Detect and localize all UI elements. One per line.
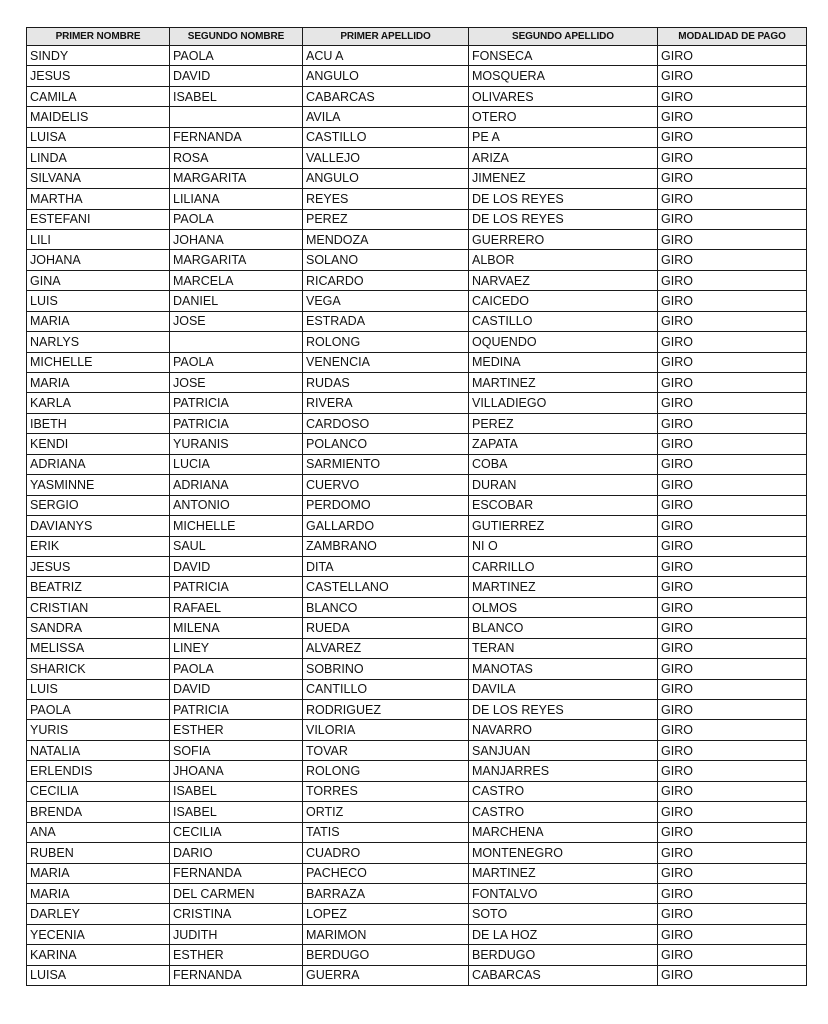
modalidad-de-pago-cell: GIRO [658, 556, 807, 576]
primer-apellido-cell: RODRIGUEZ [303, 700, 469, 720]
modalidad-de-pago-cell: GIRO [658, 311, 807, 331]
primer-apellido-cell: BERDUGO [303, 945, 469, 965]
table-row [27, 516, 807, 536]
header-segundo-nombre: SEGUNDO NOMBRE [170, 28, 303, 46]
modalidad-de-pago-cell: GIRO [658, 802, 807, 822]
primer-apellido-cell: SOLANO [303, 250, 469, 270]
header-primer-apellido: PRIMER APELLIDO [303, 28, 469, 46]
primer-nombre-cell: YASMINNE [27, 475, 170, 495]
modalidad-de-pago-cell: GIRO [658, 516, 807, 536]
segundo-apellido-cell: SOTO [469, 904, 658, 924]
segundo-nombre-cell: SOFIA [170, 740, 303, 760]
table-row [27, 46, 807, 66]
primer-nombre-cell: SINDY [27, 46, 170, 66]
segundo-apellido-cell: CASTILLO [469, 311, 658, 331]
segundo-apellido-cell: PE A [469, 127, 658, 147]
segundo-nombre-cell: FERNANDA [170, 127, 303, 147]
primer-nombre-cell: LUISA [27, 965, 170, 985]
primer-nombre-cell: CRISTIAN [27, 597, 170, 617]
table-row [27, 127, 807, 147]
segundo-nombre-cell: SAUL [170, 536, 303, 556]
primer-nombre-cell: RUBEN [27, 843, 170, 863]
primer-nombre-cell: SERGIO [27, 495, 170, 515]
primer-nombre-cell: DAVIANYS [27, 516, 170, 536]
primer-nombre-cell: NATALIA [27, 740, 170, 760]
segundo-nombre-cell: PAOLA [170, 352, 303, 372]
primer-apellido-cell: ZAMBRANO [303, 536, 469, 556]
primer-apellido-cell: CABARCAS [303, 86, 469, 106]
primer-apellido-cell: AVILA [303, 107, 469, 127]
primer-nombre-cell: BRENDA [27, 802, 170, 822]
segundo-nombre-cell: YURANIS [170, 434, 303, 454]
segundo-apellido-cell: MOSQUERA [469, 66, 658, 86]
segundo-apellido-cell: MANJARRES [469, 761, 658, 781]
segundo-apellido-cell: MARTINEZ [469, 863, 658, 883]
segundo-nombre-cell: PAOLA [170, 209, 303, 229]
segundo-apellido-cell: MARTINEZ [469, 577, 658, 597]
segundo-nombre-cell: CRISTINA [170, 904, 303, 924]
modalidad-de-pago-cell: GIRO [658, 209, 807, 229]
segundo-apellido-cell: DE LOS REYES [469, 209, 658, 229]
segundo-nombre-cell: JOSE [170, 373, 303, 393]
primer-nombre-cell: ANA [27, 822, 170, 842]
modalidad-de-pago-cell: GIRO [658, 761, 807, 781]
table-row [27, 332, 807, 352]
modalidad-de-pago-cell: GIRO [658, 924, 807, 944]
modalidad-de-pago-cell: GIRO [658, 843, 807, 863]
segundo-apellido-cell: MEDINA [469, 352, 658, 372]
segundo-apellido-cell: DE LOS REYES [469, 189, 658, 209]
modalidad-de-pago-cell: GIRO [658, 189, 807, 209]
segundo-apellido-cell: BLANCO [469, 618, 658, 638]
table-row [27, 311, 807, 331]
primer-nombre-cell: MARIA [27, 883, 170, 903]
table-row [27, 270, 807, 290]
table-row [27, 495, 807, 515]
primer-apellido-cell: TOVAR [303, 740, 469, 760]
modalidad-de-pago-cell: GIRO [658, 291, 807, 311]
segundo-nombre-cell: DARIO [170, 843, 303, 863]
table-row [27, 413, 807, 433]
segundo-apellido-cell: FONSECA [469, 46, 658, 66]
segundo-nombre-cell [170, 332, 303, 352]
primer-nombre-cell: NARLYS [27, 332, 170, 352]
segundo-nombre-cell: DAVID [170, 556, 303, 576]
modalidad-de-pago-cell: GIRO [658, 945, 807, 965]
table-header [27, 28, 807, 46]
table-row [27, 291, 807, 311]
primer-nombre-cell: LUIS [27, 679, 170, 699]
primer-apellido-cell: SARMIENTO [303, 454, 469, 474]
segundo-nombre-cell: PATRICIA [170, 577, 303, 597]
header-segundo-apellido: SEGUNDO APELLIDO [469, 28, 658, 46]
segundo-apellido-cell: CASTRO [469, 802, 658, 822]
segundo-nombre-cell: ESTHER [170, 720, 303, 740]
table-row [27, 863, 807, 883]
segundo-nombre-cell: PAOLA [170, 659, 303, 679]
segundo-nombre-cell: MILENA [170, 618, 303, 638]
primer-nombre-cell: CECILIA [27, 781, 170, 801]
table-row [27, 189, 807, 209]
primer-nombre-cell: CAMILA [27, 86, 170, 106]
primer-apellido-cell: BARRAZA [303, 883, 469, 903]
primer-nombre-cell: MICHELLE [27, 352, 170, 372]
modalidad-de-pago-cell: GIRO [658, 250, 807, 270]
modalidad-de-pago-cell: GIRO [658, 638, 807, 658]
primer-apellido-cell: BLANCO [303, 597, 469, 617]
primer-apellido-cell: CANTILLO [303, 679, 469, 699]
primer-nombre-cell: KARINA [27, 945, 170, 965]
table-row [27, 700, 807, 720]
segundo-nombre-cell: CECILIA [170, 822, 303, 842]
primer-apellido-cell: MENDOZA [303, 229, 469, 249]
modalidad-de-pago-cell: GIRO [658, 720, 807, 740]
modalidad-de-pago-cell: GIRO [658, 883, 807, 903]
segundo-nombre-cell [170, 107, 303, 127]
modalidad-de-pago-cell: GIRO [658, 107, 807, 127]
table-row [27, 373, 807, 393]
segundo-apellido-cell: CARRILLO [469, 556, 658, 576]
segundo-nombre-cell: DAVID [170, 679, 303, 699]
segundo-apellido-cell: ARIZA [469, 148, 658, 168]
primer-nombre-cell: JOHANA [27, 250, 170, 270]
primer-nombre-cell: DARLEY [27, 904, 170, 924]
segundo-apellido-cell: TERAN [469, 638, 658, 658]
segundo-nombre-cell: RAFAEL [170, 597, 303, 617]
primer-apellido-cell: VEGA [303, 291, 469, 311]
primer-apellido-cell: VILORIA [303, 720, 469, 740]
primer-apellido-cell: CASTELLANO [303, 577, 469, 597]
primer-nombre-cell: LILI [27, 229, 170, 249]
primer-apellido-cell: GUERRA [303, 965, 469, 985]
table-row [27, 679, 807, 699]
primer-nombre-cell: LUISA [27, 127, 170, 147]
primer-apellido-cell: TORRES [303, 781, 469, 801]
segundo-apellido-cell: DAVILA [469, 679, 658, 699]
segundo-apellido-cell: GUTIERREZ [469, 516, 658, 536]
segundo-apellido-cell: CAICEDO [469, 291, 658, 311]
segundo-apellido-cell: MONTENEGRO [469, 843, 658, 863]
segundo-apellido-cell: GUERRERO [469, 229, 658, 249]
primer-nombre-cell: ERLENDIS [27, 761, 170, 781]
table-row [27, 965, 807, 985]
segundo-nombre-cell: LILIANA [170, 189, 303, 209]
table-row [27, 168, 807, 188]
segundo-apellido-cell: MARTINEZ [469, 373, 658, 393]
modalidad-de-pago-cell: GIRO [658, 495, 807, 515]
primer-apellido-cell: RICARDO [303, 270, 469, 290]
segundo-nombre-cell: DEL CARMEN [170, 883, 303, 903]
primer-apellido-cell: PEREZ [303, 209, 469, 229]
table-row [27, 740, 807, 760]
primer-apellido-cell: POLANCO [303, 434, 469, 454]
modalidad-de-pago-cell: GIRO [658, 679, 807, 699]
modalidad-de-pago-cell: GIRO [658, 904, 807, 924]
primer-nombre-cell: MARIA [27, 373, 170, 393]
primer-apellido-cell: REYES [303, 189, 469, 209]
table-row [27, 250, 807, 270]
segundo-nombre-cell: ADRIANA [170, 475, 303, 495]
table-row [27, 454, 807, 474]
table-row [27, 945, 807, 965]
modalidad-de-pago-cell: GIRO [658, 597, 807, 617]
segundo-apellido-cell: DE LA HOZ [469, 924, 658, 944]
modalidad-de-pago-cell: GIRO [658, 740, 807, 760]
primer-apellido-cell: ROLONG [303, 332, 469, 352]
primer-apellido-cell: ORTIZ [303, 802, 469, 822]
segundo-nombre-cell: PAOLA [170, 46, 303, 66]
segundo-apellido-cell: OLMOS [469, 597, 658, 617]
table-row [27, 659, 807, 679]
segundo-nombre-cell: MARCELA [170, 270, 303, 290]
segundo-nombre-cell: ISABEL [170, 781, 303, 801]
segundo-nombre-cell: MICHELLE [170, 516, 303, 536]
table-row [27, 904, 807, 924]
segundo-apellido-cell: SANJUAN [469, 740, 658, 760]
segundo-apellido-cell: NI O [469, 536, 658, 556]
table-row [27, 843, 807, 863]
primer-nombre-cell: YURIS [27, 720, 170, 740]
header-modalidad-de-pago: MODALIDAD DE PAGO [658, 28, 807, 46]
segundo-apellido-cell: NARVAEZ [469, 270, 658, 290]
segundo-nombre-cell: JUDITH [170, 924, 303, 944]
modalidad-de-pago-cell: GIRO [658, 700, 807, 720]
primer-apellido-cell: ROLONG [303, 761, 469, 781]
primer-apellido-cell: CARDOSO [303, 413, 469, 433]
segundo-apellido-cell: CABARCAS [469, 965, 658, 985]
primer-nombre-cell: PAOLA [27, 700, 170, 720]
modalidad-de-pago-cell: GIRO [658, 46, 807, 66]
primer-nombre-cell: MARTHA [27, 189, 170, 209]
segundo-nombre-cell: FERNANDA [170, 965, 303, 985]
primer-apellido-cell: RUEDA [303, 618, 469, 638]
header-row [27, 28, 807, 46]
primer-apellido-cell: DITA [303, 556, 469, 576]
table-row [27, 618, 807, 638]
primer-nombre-cell: KENDI [27, 434, 170, 454]
table-row [27, 556, 807, 576]
primer-nombre-cell: SANDRA [27, 618, 170, 638]
table-row [27, 86, 807, 106]
primer-apellido-cell: CUADRO [303, 843, 469, 863]
primer-apellido-cell: PACHECO [303, 863, 469, 883]
modalidad-de-pago-cell: GIRO [658, 618, 807, 638]
primer-nombre-cell: MARIA [27, 863, 170, 883]
segundo-apellido-cell: PEREZ [469, 413, 658, 433]
modalidad-de-pago-cell: GIRO [658, 454, 807, 474]
segundo-apellido-cell: MANOTAS [469, 659, 658, 679]
primer-apellido-cell: ACU A [303, 46, 469, 66]
segundo-nombre-cell: PATRICIA [170, 393, 303, 413]
segundo-nombre-cell: ISABEL [170, 802, 303, 822]
segundo-apellido-cell: COBA [469, 454, 658, 474]
segundo-nombre-cell: JHOANA [170, 761, 303, 781]
primer-nombre-cell: MARIA [27, 311, 170, 331]
table-row [27, 597, 807, 617]
header-primer-nombre: PRIMER NOMBRE [27, 28, 170, 46]
primer-nombre-cell: LUIS [27, 291, 170, 311]
table-row [27, 229, 807, 249]
modalidad-de-pago-cell: GIRO [658, 393, 807, 413]
modalidad-de-pago-cell: GIRO [658, 781, 807, 801]
table-row [27, 107, 807, 127]
primer-apellido-cell: TATIS [303, 822, 469, 842]
segundo-nombre-cell: DANIEL [170, 291, 303, 311]
segundo-nombre-cell: LINEY [170, 638, 303, 658]
modalidad-de-pago-cell: GIRO [658, 86, 807, 106]
table-row [27, 352, 807, 372]
segundo-nombre-cell: JOSE [170, 311, 303, 331]
table-row [27, 638, 807, 658]
primer-apellido-cell: CASTILLO [303, 127, 469, 147]
segundo-apellido-cell: ALBOR [469, 250, 658, 270]
primer-apellido-cell: RUDAS [303, 373, 469, 393]
modalidad-de-pago-cell: GIRO [658, 373, 807, 393]
primer-apellido-cell: CUERVO [303, 475, 469, 495]
modalidad-de-pago-cell: GIRO [658, 822, 807, 842]
modalidad-de-pago-cell: GIRO [658, 659, 807, 679]
primer-apellido-cell: RIVERA [303, 393, 469, 413]
modalidad-de-pago-cell: GIRO [658, 229, 807, 249]
modalidad-de-pago-cell: GIRO [658, 536, 807, 556]
primer-apellido-cell: VENENCIA [303, 352, 469, 372]
segundo-nombre-cell: ANTONIO [170, 495, 303, 515]
segundo-nombre-cell: MARGARITA [170, 250, 303, 270]
table-row [27, 577, 807, 597]
modalidad-de-pago-cell: GIRO [658, 332, 807, 352]
modalidad-de-pago-cell: GIRO [658, 127, 807, 147]
table-row [27, 802, 807, 822]
segundo-apellido-cell: JIMENEZ [469, 168, 658, 188]
segundo-nombre-cell: JOHANA [170, 229, 303, 249]
modalidad-de-pago-cell: GIRO [658, 352, 807, 372]
table-row [27, 393, 807, 413]
segundo-apellido-cell: BERDUGO [469, 945, 658, 965]
segundo-nombre-cell: PATRICIA [170, 700, 303, 720]
primer-apellido-cell: ALVAREZ [303, 638, 469, 658]
modalidad-de-pago-cell: GIRO [658, 413, 807, 433]
modalidad-de-pago-cell: GIRO [658, 168, 807, 188]
segundo-nombre-cell: DAVID [170, 66, 303, 86]
table-row [27, 434, 807, 454]
primer-nombre-cell: MELISSA [27, 638, 170, 658]
primer-nombre-cell: LINDA [27, 148, 170, 168]
primer-apellido-cell: MARIMON [303, 924, 469, 944]
modalidad-de-pago-cell: GIRO [658, 863, 807, 883]
segundo-nombre-cell: ISABEL [170, 86, 303, 106]
modalidad-de-pago-cell: GIRO [658, 965, 807, 985]
primer-nombre-cell: BEATRIZ [27, 577, 170, 597]
segundo-apellido-cell: CASTRO [469, 781, 658, 801]
primer-nombre-cell: KARLA [27, 393, 170, 413]
segundo-nombre-cell: PATRICIA [170, 413, 303, 433]
table-row [27, 781, 807, 801]
modalidad-de-pago-cell: GIRO [658, 577, 807, 597]
table-row [27, 475, 807, 495]
table-row [27, 924, 807, 944]
segundo-apellido-cell: DURAN [469, 475, 658, 495]
primer-nombre-cell: ESTEFANI [27, 209, 170, 229]
segundo-apellido-cell: VILLADIEGO [469, 393, 658, 413]
segundo-apellido-cell: FONTALVO [469, 883, 658, 903]
segundo-apellido-cell: MARCHENA [469, 822, 658, 842]
table-row [27, 209, 807, 229]
primer-nombre-cell: IBETH [27, 413, 170, 433]
segundo-apellido-cell: ESCOBAR [469, 495, 658, 515]
primer-apellido-cell: GALLARDO [303, 516, 469, 536]
primer-nombre-cell: SHARICK [27, 659, 170, 679]
segundo-nombre-cell: ESTHER [170, 945, 303, 965]
segundo-apellido-cell: OTERO [469, 107, 658, 127]
modalidad-de-pago-cell: GIRO [658, 475, 807, 495]
table-row [27, 66, 807, 86]
payment-roster-sheet [26, 27, 807, 986]
table-row [27, 761, 807, 781]
table-row [27, 883, 807, 903]
modalidad-de-pago-cell: GIRO [658, 148, 807, 168]
primer-nombre-cell: SILVANA [27, 168, 170, 188]
primer-nombre-cell: ADRIANA [27, 454, 170, 474]
segundo-nombre-cell: ROSA [170, 148, 303, 168]
primer-nombre-cell: MAIDELIS [27, 107, 170, 127]
segundo-apellido-cell: DE LOS REYES [469, 700, 658, 720]
table-row [27, 822, 807, 842]
primer-apellido-cell: ANGULO [303, 168, 469, 188]
segundo-nombre-cell: LUCIA [170, 454, 303, 474]
primer-nombre-cell: JESUS [27, 556, 170, 576]
table-body [27, 46, 807, 986]
primer-nombre-cell: GINA [27, 270, 170, 290]
table-row [27, 148, 807, 168]
primer-nombre-cell: JESUS [27, 66, 170, 86]
primer-apellido-cell: SOBRINO [303, 659, 469, 679]
primer-apellido-cell: ANGULO [303, 66, 469, 86]
segundo-apellido-cell: OQUENDO [469, 332, 658, 352]
primer-apellido-cell: VALLEJO [303, 148, 469, 168]
primer-apellido-cell: ESTRADA [303, 311, 469, 331]
segundo-apellido-cell: ZAPATA [469, 434, 658, 454]
primer-nombre-cell: YECENIA [27, 924, 170, 944]
table-row [27, 720, 807, 740]
table-row [27, 536, 807, 556]
segundo-nombre-cell: FERNANDA [170, 863, 303, 883]
primer-apellido-cell: LOPEZ [303, 904, 469, 924]
modalidad-de-pago-cell: GIRO [658, 66, 807, 86]
payment-roster-table [26, 27, 807, 986]
segundo-apellido-cell: OLIVARES [469, 86, 658, 106]
primer-nombre-cell: ERIK [27, 536, 170, 556]
modalidad-de-pago-cell: GIRO [658, 434, 807, 454]
segundo-nombre-cell: MARGARITA [170, 168, 303, 188]
primer-apellido-cell: PERDOMO [303, 495, 469, 515]
segundo-apellido-cell: NAVARRO [469, 720, 658, 740]
modalidad-de-pago-cell: GIRO [658, 270, 807, 290]
